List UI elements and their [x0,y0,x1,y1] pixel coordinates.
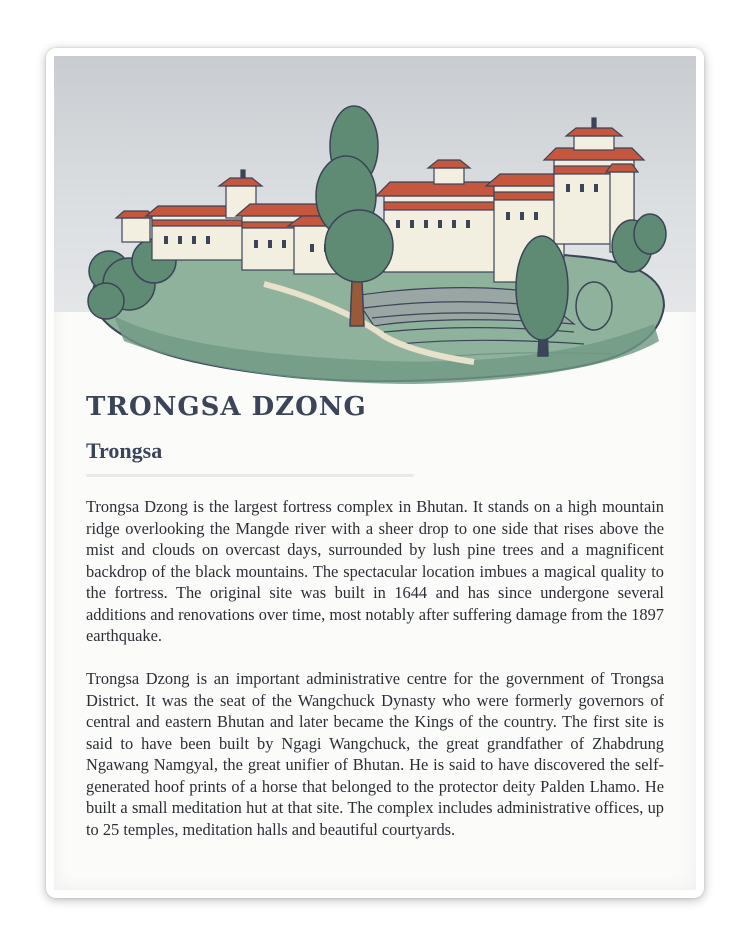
description-paragraph-2: Trongsa Dzong is an important administrative centre for the government of Trongsa District. It was the seat of the Wangchuck Dynasty who were formerly governors of central and eastern Bhutan and later became the Kings of the country. The first site is said to have been built by Ngagi Wangchuck, the great grandfather of Zhabdrung Ngawang Namgyal, the great unifier of Bhutan. He is said to have discovered the self-generated hoof prints of a horse that belonged to the protector deity Palden Lhamo. He built a small meditation hut at that site. The complex includes administrative offices, up to 25 temples, meditation halls and beautiful courtyards. [86,669,664,839]
location-subtitle: Trongsa [86,438,163,463]
title-divider [86,474,414,477]
card-inner [54,56,696,890]
right-buildings [376,118,644,282]
info-card [46,48,704,898]
page-title: TRONGSA DZONG [86,392,367,422]
description-paragraph-1: Trongsa Dzong is the largest fortress complex in Bhutan. It stands on a high mountain ridge overlooking the Mangde river with a sheer drop to one side that rises above the mist and clouds on overcast days, surrounded by lush pine trees and a magnificent backdrop of the black mountains. The spectacular location imbues a magical quality to the fortress. The original site was built in 1644 and has since undergone several additions and renovations over time, most notably after suffering damage from the 1897 earthquake. [86,497,664,645]
dzong-illustration [54,56,696,396]
